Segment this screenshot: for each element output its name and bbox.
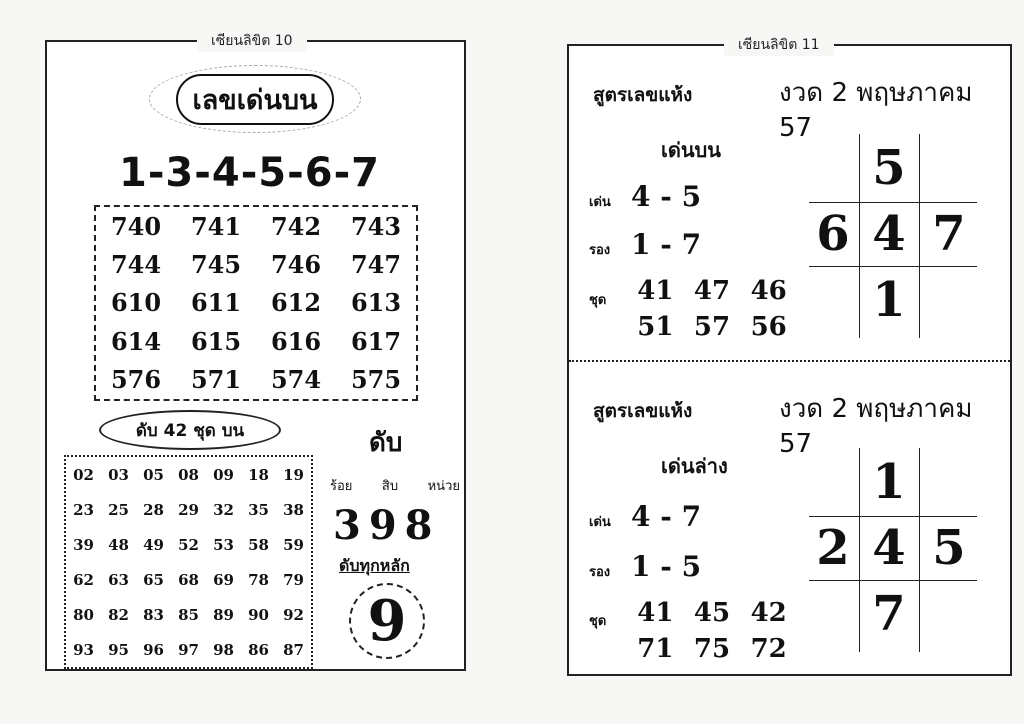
two-digit-number: 08 bbox=[178, 465, 199, 484]
two-digit-number: 69 bbox=[213, 570, 234, 589]
featured-top-banner bbox=[149, 65, 361, 133]
cross-right-digit: 5 bbox=[932, 520, 966, 576]
cross-center-digit: 4 bbox=[872, 520, 906, 576]
three-digit-number: 616 bbox=[270, 326, 322, 356]
cross-top-digit: 5 bbox=[872, 140, 906, 196]
place-label-tens: สิบ bbox=[381, 479, 399, 494]
featured-top-title: เลขเด่นบน bbox=[176, 74, 333, 125]
two-digit-number: 97 bbox=[178, 640, 199, 659]
two-digit-number: 68 bbox=[178, 570, 199, 589]
set-number: 71 bbox=[637, 634, 674, 664]
sets-label: ชุด bbox=[589, 614, 607, 629]
two-digit-number: 65 bbox=[143, 570, 164, 589]
digit-cross bbox=[809, 448, 977, 652]
cross-left-digit: 6 bbox=[816, 206, 850, 262]
lead-label: เด่น bbox=[589, 515, 611, 530]
two-digit-number: 93 bbox=[73, 640, 94, 659]
set-number: 72 bbox=[750, 634, 787, 664]
left-page-header: เซียนลิขิต 10 bbox=[197, 30, 307, 52]
three-digit-number: 610 bbox=[110, 288, 162, 318]
right-page bbox=[567, 37, 1012, 676]
two-digit-number: 78 bbox=[248, 570, 269, 589]
sets-grid bbox=[627, 276, 797, 342]
section-subtitle: เด่นล่าง bbox=[661, 454, 728, 478]
set-number: 56 bbox=[750, 312, 787, 342]
three-digit-number: 741 bbox=[190, 211, 242, 241]
three-digit-number: 617 bbox=[350, 326, 402, 356]
three-digit-number: 574 bbox=[270, 365, 322, 395]
all-positions-digit: 9 bbox=[349, 583, 425, 659]
three-digit-number: 742 bbox=[270, 211, 322, 241]
two-digit-number: 35 bbox=[248, 500, 269, 519]
two-digit-number: 92 bbox=[283, 605, 304, 624]
second-value: 1 - 7 bbox=[631, 228, 702, 261]
lead-value: 4 - 7 bbox=[631, 500, 702, 533]
two-digit-number: 90 bbox=[248, 605, 269, 624]
two-digit-number: 18 bbox=[248, 465, 269, 484]
two-digit-number: 96 bbox=[143, 640, 164, 659]
two-digit-number: 62 bbox=[73, 570, 94, 589]
two-digit-number: 86 bbox=[248, 640, 269, 659]
set-number: 47 bbox=[693, 276, 731, 306]
three-digit-number: 612 bbox=[270, 288, 322, 318]
draw-date: งวด 2 พฤษภาคม 57 bbox=[779, 78, 973, 143]
two-digit-number: 87 bbox=[283, 640, 304, 659]
three-digit-number: 747 bbox=[350, 250, 402, 280]
digit-cross bbox=[809, 134, 977, 338]
two-digit-number: 19 bbox=[283, 465, 304, 484]
all-positions-label: ดับทุกหลัก bbox=[339, 556, 410, 575]
two-digit-number: 59 bbox=[283, 535, 304, 554]
two-digit-number: 79 bbox=[283, 570, 304, 589]
two-digit-number: 63 bbox=[108, 570, 129, 589]
three-digit-grid bbox=[94, 205, 418, 401]
set-number: 51 bbox=[637, 312, 674, 342]
main-number-sequence: 1-3-4-5-6-7 bbox=[119, 150, 380, 196]
place-labels bbox=[330, 475, 460, 496]
cross-top-digit: 1 bbox=[872, 454, 906, 510]
sets-label: ชุด bbox=[589, 293, 607, 308]
two-digit-number: 09 bbox=[213, 465, 234, 484]
section-title: สูตรเลขแห้ง bbox=[593, 400, 693, 422]
eliminated-sets-label: ดับ 42 ชุด บน bbox=[99, 410, 281, 450]
two-digit-number: 48 bbox=[108, 535, 129, 554]
set-number: 42 bbox=[750, 598, 787, 628]
set-number: 41 bbox=[637, 598, 674, 628]
two-digit-number: 52 bbox=[178, 535, 199, 554]
three-digit-number: 613 bbox=[350, 288, 402, 318]
second-value: 1 - 5 bbox=[631, 550, 702, 583]
draw-date: งวด 2 พฤษภาคม 57 bbox=[779, 394, 973, 459]
second-label: รอง bbox=[589, 243, 611, 258]
two-digit-number: 39 bbox=[73, 535, 94, 554]
two-digit-number: 49 bbox=[143, 535, 164, 554]
three-digit-number: 611 bbox=[190, 288, 242, 318]
three-digit-number: 744 bbox=[110, 250, 162, 280]
two-digit-number: 05 bbox=[143, 465, 164, 484]
three-digit-number: 571 bbox=[190, 365, 242, 395]
two-digit-number: 58 bbox=[248, 535, 269, 554]
second-label: รอง bbox=[589, 565, 611, 580]
three-digit-number: 576 bbox=[110, 365, 162, 395]
two-digit-number: 32 bbox=[213, 500, 234, 519]
cross-bottom-digit: 1 bbox=[872, 272, 906, 328]
two-digit-number: 98 bbox=[213, 640, 234, 659]
two-digit-number: 03 bbox=[108, 465, 129, 484]
formula-section-bottom bbox=[569, 362, 1010, 676]
right-page-header: เซียนลิขิต 11 bbox=[724, 34, 834, 56]
three-digit-number: 575 bbox=[350, 365, 402, 395]
lead-label: เด่น bbox=[589, 195, 611, 210]
three-digit-number: 746 bbox=[270, 250, 322, 280]
two-digit-number: 89 bbox=[213, 605, 234, 624]
two-digit-number: 80 bbox=[73, 605, 94, 624]
sets-grid bbox=[627, 598, 797, 664]
two-digit-number: 29 bbox=[178, 500, 199, 519]
two-digit-number: 82 bbox=[108, 605, 129, 624]
two-digit-number: 83 bbox=[143, 605, 164, 624]
left-page bbox=[45, 33, 466, 671]
place-label-hundreds: ร้อย bbox=[330, 479, 353, 494]
cross-center-digit: 4 bbox=[872, 206, 906, 262]
three-digit-number: 615 bbox=[190, 326, 242, 356]
two-digit-number: 38 bbox=[283, 500, 304, 519]
two-digit-number: 28 bbox=[143, 500, 164, 519]
set-number: 46 bbox=[750, 276, 787, 306]
formula-section-top bbox=[569, 46, 1010, 360]
eliminated-digits: 398 bbox=[333, 502, 441, 549]
two-digit-number: 53 bbox=[213, 535, 234, 554]
two-digit-grid bbox=[64, 455, 313, 669]
eliminated-title: ดับ bbox=[369, 428, 403, 458]
set-number: 45 bbox=[693, 598, 731, 628]
two-digit-number: 23 bbox=[73, 500, 94, 519]
set-number: 41 bbox=[637, 276, 674, 306]
three-digit-number: 614 bbox=[110, 326, 162, 356]
two-digit-number: 95 bbox=[108, 640, 129, 659]
place-label-units: หน่วย bbox=[427, 479, 460, 494]
two-digit-number: 85 bbox=[178, 605, 199, 624]
three-digit-number: 740 bbox=[110, 211, 162, 241]
lead-value: 4 - 5 bbox=[631, 180, 702, 213]
two-digit-number: 25 bbox=[108, 500, 129, 519]
cross-right-digit: 7 bbox=[932, 206, 966, 262]
section-title: สูตรเลขแห้ง bbox=[593, 84, 693, 106]
section-subtitle: เด่นบน bbox=[661, 138, 721, 162]
two-digit-number: 02 bbox=[73, 465, 94, 484]
cross-bottom-digit: 7 bbox=[872, 586, 906, 642]
set-number: 75 bbox=[693, 634, 731, 664]
three-digit-number: 743 bbox=[350, 211, 402, 241]
cross-left-digit: 2 bbox=[816, 520, 850, 576]
set-number: 57 bbox=[693, 312, 731, 342]
three-digit-number: 745 bbox=[190, 250, 242, 280]
